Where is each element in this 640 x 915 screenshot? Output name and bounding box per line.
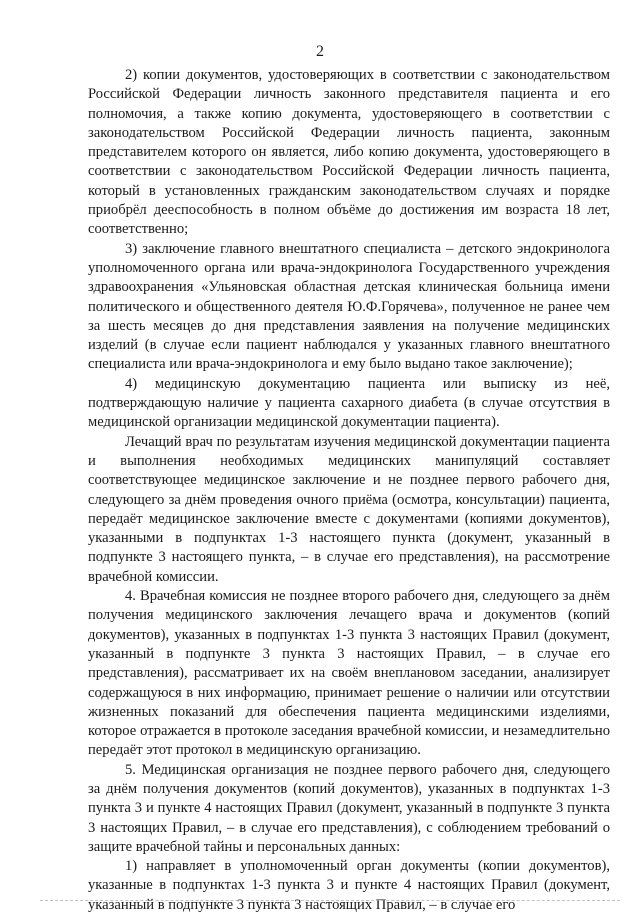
paragraph-item-4-documentation: 4) медицинскую документацию пациента или выписку из неё, подтверждающую наличие у пациента сахарного диабета (в случае отсутствия в медицинской организации медицинской документации пациента).	[88, 375, 610, 431]
paragraph-clause-5-organization: 5. Медицинская организация не позднее первого рабочего дня, следующего за днём получения документов (копий документов), указанных в подпунктах 1-3 пункта 3 и пункте 4 настоящих Правил (документ, указанный в подпункте 3 пункта 3 настоящих Правил, – в случае его представления), с соблюдением требований о защите врачебной тайны и персональных данных:	[88, 761, 610, 855]
document-body	[88, 66, 610, 915]
paragraph-clause-4-commission: 4. Врачебная комиссия не позднее второго рабочего дня, следующего за днём получения медицинского заключения лечащего врача и документов (копий документов), указанных в подпунктах 1-3 пункта 3 настоящих Правил (документ, указанный в подпункте 3 пункта 3 настоящих Правил, – в случае его представления), рассматривает их на своём внеплановом заседании, анализирует содержащуюся в них информацию, принимает решение о наличии или отсутствии жизненных показаний для обеспечения пациента медицинскими изделиями, которое отражается в протоколе заседания врачебной комиссии, и незамедлительно передаёт этот протокол в медицинскую организацию.	[88, 588, 610, 759]
paragraph-subitem-1-sends: 1) направляет в уполномоченный орган документы (копии документов), указанные в подпунктах 1-3 пункта 3 и пункте 4 настоящих Правил (документ, указанный в подпункте 3 пункта 3 настоящих Правил, – в случае его	[88, 858, 610, 913]
page-number: 2	[316, 43, 324, 60]
paragraph-item-2-copies: 2) копии документов, удостоверяющих в соответствии с законодательством Российской Федерации личность законного представителя пациента и его полномочия, а также копию документа, удостоверяющего в соответствии с законодательством Российской Федерации личность пациента, законным представителем которого он является, либо копию документа, удостоверяющего в соответствии с законодательством Российской Федерации личность пациента, который в установленных гражданским законодательством случаях и порядке приобрёл дееспособность в полном объёме до достижения им возраста 18 лет, соответственно;	[88, 67, 610, 238]
paragraph-attending-physician: Лечащий врач по результатам изучения медицинской документации пациента и выполнения необходимых медицинских манипуляций составляет соответствующее медицинское заключение и не позднее первого рабочего дня, следующего за днём проведения очного приёма (осмотра, консультации) пациента, передаёт медицинское заключение вместе с документами (копиями документов), указанными в подпунктах 1-3 настоящего пункта (документ, указанный в подпункте 3 настоящего пункта, – в случае его представления), на рассмотрение врачебной комиссии.	[88, 433, 610, 585]
scan-edge-divider	[40, 900, 620, 905]
paragraph-item-3-conclusion: 3) заключение главного внештатного специалиста – детского эндокринолога уполномоченного органа или врача-эндокринолога Государственного учреждения здравоохранения «Ульяновская областная детская клиническая больница имени политического и общественного деятеля Ю.Ф.Горячева», полученное не ранее чем за шесть месяцев до дня представления заявления на получение медицинских изделий (в случае если пациент наблюдался у указанных главного внештатного специалиста или врача-эндокринолога и ему было выдано такое заключение);	[88, 240, 610, 373]
